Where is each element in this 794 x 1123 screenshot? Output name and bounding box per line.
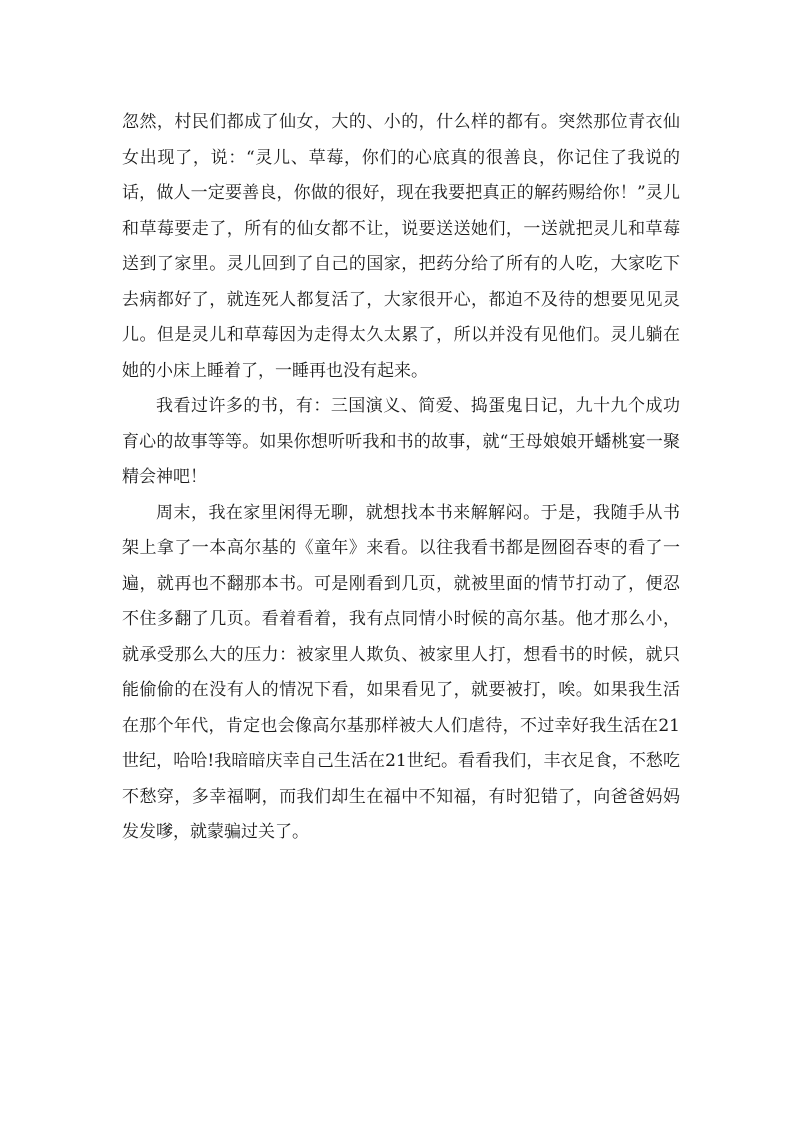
paragraph-3: 周末，我在家里闲得无聊，就想找本书来解解闷。于是，我随手从书架上拿了一本高尔基的《童年》来看。以往我看书都是囫囵吞枣的看了一遍，就再也不翻那本书。可是刚看到几页，就被里面的情节打动了，便忍不住多翻了几页。看着看着，我有点同情小时候的高尔基。他才那么小，就承受那么大的压力：被家里人欺负、被家里人打，想看书的时候，就只能偷偷的在没有人的情况下看，如果看见了，就要被打，唉。如果我生活在那个年代，肯定也会像高尔基那样被大人们虐待，不过幸好我生活在21世纪，哈哈!我暗暗庆幸自己生活在21世纪。看看我们，丰衣足食，不愁吃不愁穿，多幸福啊，而我们却生在福中不知福，有时犯错了，向爸爸妈妈发发嗲，就蒙骗过关了。: [122, 502, 680, 842]
paragraph-2: 我看过许多的书，有：三国演义、简爱、捣蛋鬼日记，九十九个成功育心的故事等等。如果你想听听我和书的故事，就“王母娘娘开蟠桃宴一聚精会神吧！: [122, 396, 680, 487]
paragraph-1: 忽然，村民们都成了仙女，大的、小的，什么样的都有。突然那位青衣仙女出现了，说：“灵儿、草莓，你们的心底真的很善良，你记住了我说的话，做人一定要善良，你做的很好，现在我要把真正的解药赐给你！”灵儿和草莓要走了，所有的仙女都不让，说要送送她们，一送就把灵儿和草莓送到了家里。灵儿回到了自己的国家，把药分给了所有的人吃，大家吃下去病都好了，就连死人都复活了，大家很开心，都迫不及待的想要见见灵儿。但是灵儿和草莓因为走得太久太累了，所以并没有见他们。灵儿躺在她的小床上睡着了，一睡再也没有起来。: [122, 112, 680, 381]
body-text: [122, 105, 680, 851]
